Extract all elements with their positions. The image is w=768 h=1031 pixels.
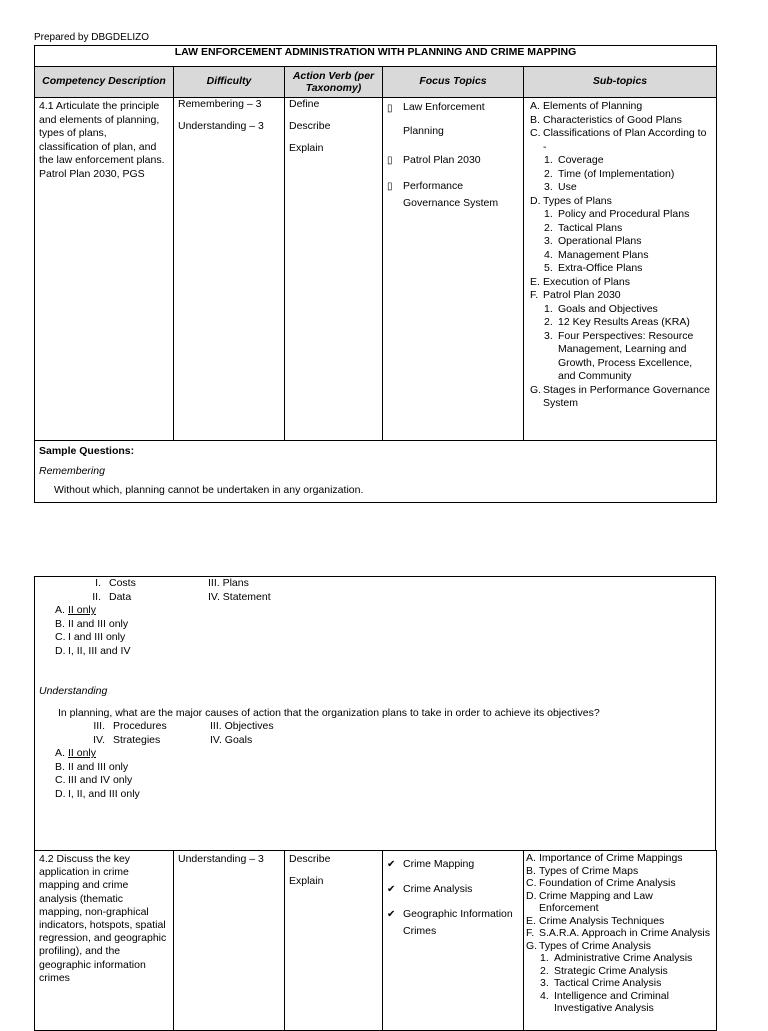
option-numeral: II. xyxy=(92,590,101,603)
sub-topics-cell xyxy=(524,98,717,441)
focus-topic-label: Crime Mapping xyxy=(403,858,475,870)
option-row xyxy=(77,734,711,748)
action-verb: Explain xyxy=(289,142,324,154)
competency-table-2 xyxy=(34,850,717,1031)
answer-option xyxy=(55,788,711,802)
focus-topics-cell xyxy=(383,851,524,1031)
prepared-by: Prepared by DBGDELIZO xyxy=(34,32,150,43)
answer-option xyxy=(55,604,711,618)
answer-letter: A. xyxy=(55,747,65,759)
sub-topic-text: S.A.R.A. Approach in Crime Analysis xyxy=(539,927,710,939)
sub-topic-numbered-item xyxy=(530,154,712,168)
focus-topic xyxy=(387,856,519,873)
sub-topic-text: Types of Plans xyxy=(543,194,612,207)
checkbox-icon: ▯ xyxy=(387,155,393,166)
sub-topic-letter: A. xyxy=(530,100,540,112)
header-focus-topics: Focus Topics xyxy=(383,67,524,98)
sub-topic-text: Types of Crime Maps xyxy=(539,864,639,877)
item-text: Management Plans xyxy=(558,248,649,261)
item-text: Tactical Crime Analysis xyxy=(554,977,662,989)
answer-text: II only xyxy=(68,604,97,616)
item-number: 2. xyxy=(544,167,553,180)
competency-table-1 xyxy=(34,45,717,503)
sub-topic-letter: D. xyxy=(530,194,541,207)
sub-topic-numbered-item xyxy=(530,316,712,330)
item-number: 2. xyxy=(540,964,549,977)
sample-questions-continued xyxy=(34,576,716,851)
action-verb-cell xyxy=(285,851,383,1031)
option-row xyxy=(79,577,711,591)
sub-topic-text: Stages in Performance Governance System xyxy=(543,383,710,409)
item-text: 12 Key Results Areas (KRA) xyxy=(558,316,690,328)
sub-topic-letter: F. xyxy=(530,289,539,301)
option-numeral: III. xyxy=(93,720,105,732)
answer-letter: D. xyxy=(55,787,66,800)
item-text: Operational Plans xyxy=(558,235,642,247)
answer-text: II only xyxy=(68,747,97,759)
understanding-answers xyxy=(39,747,711,801)
item-number: 5. xyxy=(544,262,553,274)
sub-topic-letter: B. xyxy=(530,113,540,126)
action-verb: Explain xyxy=(289,874,324,887)
item-text: Goals and Objectives xyxy=(558,302,658,315)
item-number: 2. xyxy=(544,316,553,328)
sub-topic-text: Execution of Plans xyxy=(543,275,630,288)
item-text: Policy and Procedural Plans xyxy=(558,208,690,220)
checkmark-icon: ✔ xyxy=(387,884,396,895)
sub-topic-item xyxy=(530,384,712,411)
answer-letter: C. xyxy=(55,631,66,643)
answer-option xyxy=(55,747,711,761)
answer-text: II and III only xyxy=(68,617,129,630)
header-competency: Competency Description xyxy=(35,67,174,98)
answer-text: I and III only xyxy=(68,631,126,643)
option-text: III. Objectives xyxy=(210,720,274,732)
sub-topics-list xyxy=(526,852,712,1015)
sub-topic-text: Classifications of Plan According to - xyxy=(543,127,707,153)
table-title: LAW ENFORCEMENT ADMINISTRATION WITH PLANNING AND CRIME MAPPING xyxy=(35,46,717,67)
answer-letter: A. xyxy=(55,604,65,616)
answer-option xyxy=(55,645,711,659)
item-number: 3. xyxy=(544,181,553,193)
sample-questions xyxy=(35,441,717,503)
action-verb: Define xyxy=(289,98,320,110)
sub-topic-letter: G. xyxy=(526,939,538,952)
answer-text: I, II, and III only xyxy=(68,787,140,800)
sub-topic-item xyxy=(526,890,712,915)
competency-description: 4.1 Articulate the principle and elements of planning, types of plans, classification of plan, and the law enforcement plans. Patrol Plan 2030, PGS xyxy=(35,98,174,441)
answer-letter: D. xyxy=(55,644,66,657)
item-text: Time (of Implementation) xyxy=(558,167,675,180)
sub-topic-item xyxy=(530,100,712,114)
sub-topic-numbered-item xyxy=(530,222,712,236)
sub-topic-item xyxy=(530,114,712,128)
focus-topic xyxy=(387,906,519,940)
answer-letter: B. xyxy=(55,617,65,630)
item-text: Strategic Crime Analysis xyxy=(554,964,668,977)
sub-topic-letter: E. xyxy=(530,275,540,288)
item-number: 2. xyxy=(544,221,553,234)
item-text: Intelligence and Criminal Investigative Analysis xyxy=(554,989,669,1014)
sub-topic-letter: G. xyxy=(530,383,542,396)
sub-topic-letter: C. xyxy=(526,877,537,889)
competency-description: 4.2 Discuss the key application in crime mapping and crime analysis (thematic mapping, non-graphical indicators, hotspots, spatial regression, and geographic profiling), and the geographic information crimes xyxy=(35,851,174,1031)
answer-text: II and III only xyxy=(68,760,129,773)
option-text: Procedures xyxy=(113,720,167,732)
sub-topic-text: Importance of Crime Mappings xyxy=(539,852,683,864)
sub-topic-numbered-item xyxy=(530,181,712,195)
item-text: Coverage xyxy=(558,154,604,166)
item-number: 1. xyxy=(544,302,553,315)
answer-option xyxy=(55,631,711,645)
item-text: Use xyxy=(558,181,577,193)
focus-topic xyxy=(387,178,519,212)
difficulty-item: Remembering – 3 xyxy=(178,98,262,110)
item-text: Four Perspectives: Resource Management, Learning and Growth, Process Excellence, and Community xyxy=(558,329,694,382)
sub-topic-letter: E. xyxy=(526,914,536,927)
answer-option xyxy=(55,774,711,788)
understanding-question: In planning, what are the major causes of action that the organization plans to take in order to achieve its objectives? xyxy=(58,706,600,719)
sub-topic-text: Elements of Planning xyxy=(543,100,643,112)
header-difficulty: Difficulty xyxy=(174,67,285,98)
answer-text: I, II, III and IV xyxy=(68,644,131,657)
sub-topic-item xyxy=(526,940,712,953)
checkbox-icon: ▯ xyxy=(387,181,393,192)
focus-topic-label: Patrol Plan 2030 xyxy=(403,154,481,166)
remembering-label: Remembering xyxy=(39,464,105,477)
option-text: IV. Goals xyxy=(210,733,253,746)
option-row xyxy=(79,591,711,605)
item-number: 1. xyxy=(544,208,553,220)
sub-topic-text: Foundation of Crime Analysis xyxy=(539,877,676,889)
header-action-verb: Action Verb (per Taxonomy) xyxy=(285,67,383,98)
sub-topic-item xyxy=(526,927,712,940)
understanding-label: Understanding xyxy=(39,685,108,697)
sub-topic-item xyxy=(530,127,712,154)
item-number: 4. xyxy=(540,989,549,1002)
item-text: Administrative Crime Analysis xyxy=(554,952,693,964)
sub-topic-text: Types of Crime Analysis xyxy=(539,939,652,952)
sub-topic-letter: F. xyxy=(526,927,535,939)
difficulty-item: Understanding – 3 xyxy=(178,120,264,132)
answer-option xyxy=(55,618,711,632)
focus-topic xyxy=(387,152,519,169)
sub-topic-item xyxy=(526,865,712,878)
questions-cell xyxy=(35,577,716,851)
focus-topic-label: Geographic Information Crimes xyxy=(403,908,513,937)
option-text: Data xyxy=(109,590,132,603)
item-text: Extra-Office Plans xyxy=(558,262,643,274)
action-verb-cell xyxy=(285,98,383,441)
sub-topic-numbered-item xyxy=(526,977,712,990)
sub-topic-letter: A. xyxy=(526,852,536,864)
answer-option xyxy=(55,761,711,775)
sub-topic-item xyxy=(530,276,712,290)
item-number: 3. xyxy=(544,235,553,247)
option-text: IV. Statement xyxy=(208,590,271,603)
option-text: Costs xyxy=(109,577,136,589)
option-row xyxy=(77,720,711,734)
sub-topic-text: Crime Mapping and Law Enforcement xyxy=(539,889,653,914)
action-verb: Describe xyxy=(289,120,331,132)
focus-topic xyxy=(387,100,519,143)
sub-topic-text: Crime Analysis Techniques xyxy=(539,914,665,927)
sub-topic-item xyxy=(526,915,712,928)
item-number: 3. xyxy=(544,329,553,342)
header-sub-topics: Sub-topics xyxy=(524,67,717,98)
focus-topic-label: Crime Analysis xyxy=(403,883,473,895)
answer-letter: B. xyxy=(55,760,65,773)
sub-topic-item xyxy=(530,195,712,209)
focus-topic-label: Law Enforcement Planning xyxy=(403,101,485,137)
sub-topic-text: Characteristics of Good Plans xyxy=(543,113,682,126)
difficulty-cell xyxy=(174,851,285,1031)
sub-topic-item xyxy=(526,852,712,865)
sub-topics-cell xyxy=(524,851,717,1031)
focus-topic xyxy=(387,881,519,898)
item-number: 1. xyxy=(544,154,553,166)
remembering-answers xyxy=(39,604,711,658)
focus-topic-label: Performance Governance System xyxy=(403,180,499,209)
option-text: III. Plans xyxy=(208,577,249,589)
item-number: 3. xyxy=(540,977,549,989)
sub-topic-letter: D. xyxy=(526,889,537,902)
sub-topic-item xyxy=(526,877,712,890)
difficulty-cell xyxy=(174,98,285,441)
sub-topic-numbered-item xyxy=(530,249,712,263)
sub-topic-numbered-item xyxy=(530,168,712,182)
answer-letter: C. xyxy=(55,774,66,786)
sub-topic-numbered-item xyxy=(530,303,712,317)
option-numeral: IV. xyxy=(93,733,105,746)
checkbox-icon: ▯ xyxy=(387,103,393,114)
checkmark-icon: ✔ xyxy=(387,909,396,920)
option-text: Strategies xyxy=(113,733,161,746)
focus-topics-cell xyxy=(383,98,524,441)
sub-topic-text: Patrol Plan 2030 xyxy=(543,289,621,301)
sub-topic-numbered-item xyxy=(530,208,712,222)
answer-text: III and IV only xyxy=(68,774,133,786)
item-text: Tactical Plans xyxy=(558,221,623,234)
sub-topic-numbered-item xyxy=(526,952,712,965)
sub-topic-letter: C. xyxy=(530,127,541,139)
remembering-question: Without which, planning cannot be undertaken in any organization. xyxy=(54,484,364,496)
sub-topic-letter: B. xyxy=(526,864,536,877)
sub-topic-numbered-item xyxy=(526,965,712,978)
item-number: 4. xyxy=(544,248,553,261)
sample-questions-label: Sample Questions: xyxy=(39,445,135,457)
option-numeral: I. xyxy=(95,577,101,589)
sub-topics-list xyxy=(530,100,712,411)
sub-topic-numbered-item xyxy=(530,330,712,384)
action-verb: Describe xyxy=(289,853,331,865)
difficulty-item: Understanding – 3 xyxy=(178,853,264,865)
sub-topic-numbered-item xyxy=(526,990,712,1015)
sub-topic-numbered-item xyxy=(530,235,712,249)
sub-topic-item xyxy=(530,289,712,303)
checkmark-icon: ✔ xyxy=(387,859,396,870)
sub-topic-numbered-item xyxy=(530,262,712,276)
item-number: 1. xyxy=(540,952,549,964)
